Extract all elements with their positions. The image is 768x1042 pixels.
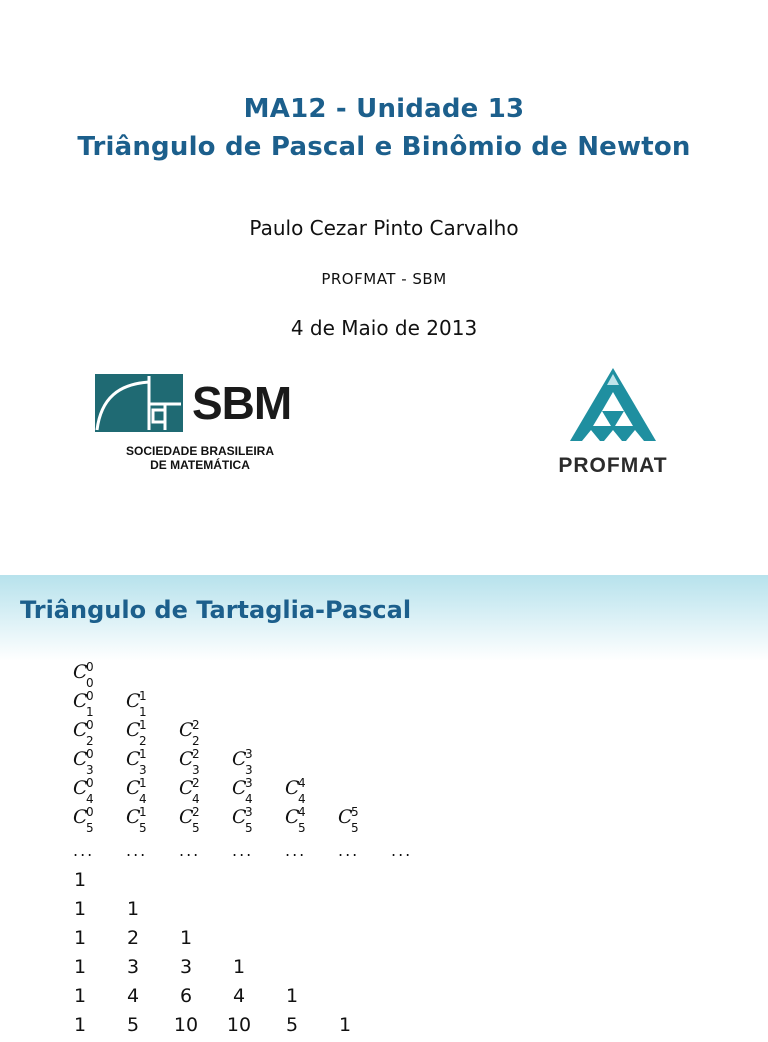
binomial-symbol <box>73 718 94 748</box>
profmat-triangle-icon <box>548 368 678 444</box>
pascal-number: 10 <box>226 1014 252 1036</box>
symbol-letter: C <box>73 690 88 712</box>
symbol-subscript: 4 <box>192 792 200 806</box>
pascal-number: 4 <box>232 985 246 1007</box>
pascal-number: 2 <box>126 927 140 949</box>
pascal-number: 1 <box>126 898 140 920</box>
symbol-letter: C <box>179 748 194 770</box>
pascal-number: 10 <box>173 1014 199 1036</box>
symbol-subscript: 5 <box>192 821 200 835</box>
pascal-number: 1 <box>338 1014 352 1036</box>
symbol-subscript: 4 <box>139 792 147 806</box>
symbol-superscript: 3 <box>245 776 253 790</box>
sbm-emblem-icon <box>95 374 183 432</box>
binomial-symbol <box>338 805 359 835</box>
binomial-symbol <box>179 747 200 777</box>
institute: PROFMAT - SBM <box>321 270 447 288</box>
binomial-symbol <box>126 689 147 719</box>
symbol-superscript: 5 <box>351 805 359 819</box>
symbol-letter: C <box>338 806 353 828</box>
symbol-subscript: 2 <box>139 734 147 748</box>
symbol-superscript: 2 <box>192 776 200 790</box>
symbol-letter: C <box>73 748 88 770</box>
profmat-logo <box>548 368 678 480</box>
profmat-logo-text: PROFMAT <box>558 454 668 477</box>
symbol-superscript: 0 <box>86 805 94 819</box>
symbol-subscript: 5 <box>86 821 94 835</box>
binomial-symbol <box>179 718 200 748</box>
binomial-symbol <box>126 718 147 748</box>
pascal-number: 5 <box>285 1014 299 1036</box>
binomial-symbol <box>232 805 253 835</box>
ellipsis: ... <box>126 841 148 860</box>
binomial-symbol <box>73 805 94 835</box>
symbol-letter: C <box>179 777 194 799</box>
pascal-number: 1 <box>73 985 87 1007</box>
title-block <box>0 90 768 166</box>
symbol-subscript: 3 <box>192 763 200 777</box>
symbol-subscript: 4 <box>298 792 306 806</box>
binomial-symbol <box>126 776 147 806</box>
pascal-number: 1 <box>179 927 193 949</box>
symbol-letter: C <box>232 806 247 828</box>
pascal-number: 6 <box>179 985 193 1007</box>
symbol-letter: C <box>232 777 247 799</box>
symbol-superscript: 1 <box>139 689 147 703</box>
pascal-number: 1 <box>232 956 246 978</box>
pascal-slide <box>0 575 768 1036</box>
author: Paulo Cezar Pinto Carvalho <box>249 216 519 240</box>
binomial-symbol <box>179 805 200 835</box>
sbm-subtitle-line1: SOCIEDADE BRASILEIRA <box>125 444 274 458</box>
sbm-subtitle-line2: DE MATEMÁTICA <box>150 458 250 472</box>
symbol-letter: C <box>179 806 194 828</box>
sbm-logo <box>95 374 310 476</box>
symbol-subscript: 2 <box>192 734 200 748</box>
ellipsis: ... <box>391 841 413 860</box>
symbol-superscript: 2 <box>192 747 200 761</box>
binomial-symbol <box>179 776 200 806</box>
pascal-number: 1 <box>73 956 87 978</box>
symbol-superscript: 0 <box>86 689 94 703</box>
ellipsis: ... <box>338 841 360 860</box>
symbol-subscript: 5 <box>351 821 359 835</box>
symbol-letter: C <box>73 777 88 799</box>
symbol-letter: C <box>126 806 141 828</box>
symbol-superscript: 3 <box>245 747 253 761</box>
symbol-subscript: 1 <box>139 705 147 719</box>
symbol-subscript: 0 <box>86 676 94 690</box>
symbol-superscript: 1 <box>139 776 147 790</box>
symbol-superscript: 0 <box>86 776 94 790</box>
symbol-subscript: 1 <box>86 705 94 719</box>
title-line-1: MA12 - Unidade 13 <box>243 94 525 124</box>
symbol-letter: C <box>126 748 141 770</box>
symbol-superscript: 4 <box>298 776 306 790</box>
symbol-letter: C <box>285 777 300 799</box>
symbol-superscript: 0 <box>86 747 94 761</box>
binomial-symbol <box>285 776 306 806</box>
symbol-superscript: 2 <box>192 805 200 819</box>
binomial-symbol <box>73 689 94 719</box>
symbol-letter: C <box>73 719 88 741</box>
pascal-number: 1 <box>73 869 87 891</box>
symbol-subscript: 2 <box>86 734 94 748</box>
date: 4 de Maio de 2013 <box>290 316 478 340</box>
binomial-symbol <box>126 747 147 777</box>
symbol-letter: C <box>73 806 88 828</box>
symbol-letter: C <box>126 690 141 712</box>
pascal-number: 1 <box>73 898 87 920</box>
binomial-symbol <box>285 805 306 835</box>
symbol-superscript: 3 <box>245 805 253 819</box>
title-line-2: Triângulo de Pascal e Binômio de Newton <box>77 132 691 162</box>
pascal-number: 5 <box>126 1014 140 1036</box>
sbm-logo-text: SBM <box>192 377 292 429</box>
symbol-superscript: 1 <box>139 805 147 819</box>
symbol-subscript: 3 <box>86 763 94 777</box>
symbol-subscript: 5 <box>298 821 306 835</box>
symbol-superscript: 1 <box>139 747 147 761</box>
sbm-logo-subtitle <box>95 444 305 472</box>
pascal-number: 4 <box>126 985 140 1007</box>
symbol-superscript: 0 <box>86 718 94 732</box>
binomial-symbol <box>232 747 253 777</box>
pascal-number: 3 <box>179 956 193 978</box>
binomial-symbol <box>73 747 94 777</box>
symbol-subscript: 4 <box>86 792 94 806</box>
pascal-number: 1 <box>73 927 87 949</box>
binomial-symbol <box>73 660 94 690</box>
symbol-superscript: 0 <box>86 660 94 674</box>
frame-title: Triângulo de Tartaglia-Pascal <box>0 575 768 661</box>
symbol-subscript: 3 <box>139 763 147 777</box>
symbol-subscript: 3 <box>245 763 253 777</box>
ellipsis: ... <box>232 841 254 860</box>
pascal-number: 1 <box>285 985 299 1007</box>
symbol-letter: C <box>126 777 141 799</box>
symbol-subscript: 4 <box>245 792 253 806</box>
ellipsis: ... <box>285 841 307 860</box>
symbol-letter: C <box>285 806 300 828</box>
pascal-number: 1 <box>73 1014 87 1036</box>
symbol-subscript: 5 <box>245 821 253 835</box>
ellipsis: ... <box>179 841 201 860</box>
binomial-symbol <box>126 805 147 835</box>
binomial-symbol <box>232 776 253 806</box>
pascal-number: 3 <box>126 956 140 978</box>
symbol-letter: C <box>179 719 194 741</box>
symbol-superscript: 1 <box>139 718 147 732</box>
symbol-superscript: 4 <box>298 805 306 819</box>
binomial-symbol <box>73 776 94 806</box>
symbol-letter: C <box>232 748 247 770</box>
symbol-superscript: 2 <box>192 718 200 732</box>
ellipsis: ... <box>73 841 95 860</box>
symbol-subscript: 5 <box>139 821 147 835</box>
symbol-letter: C <box>73 661 88 683</box>
symbol-letter: C <box>126 719 141 741</box>
